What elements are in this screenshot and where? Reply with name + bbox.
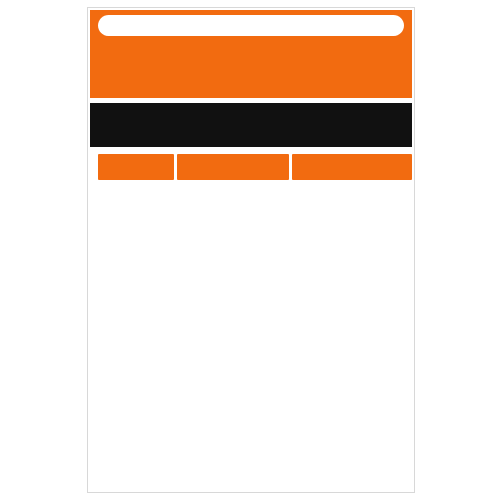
poster-title [98,15,404,36]
column-header-symbol [98,154,174,180]
column-header-description [177,154,289,180]
header-banner [90,10,412,98]
coshh-poster [87,7,415,493]
intro-text [90,103,412,147]
column-header-precautions [292,154,412,180]
hazard-table [90,183,412,489]
